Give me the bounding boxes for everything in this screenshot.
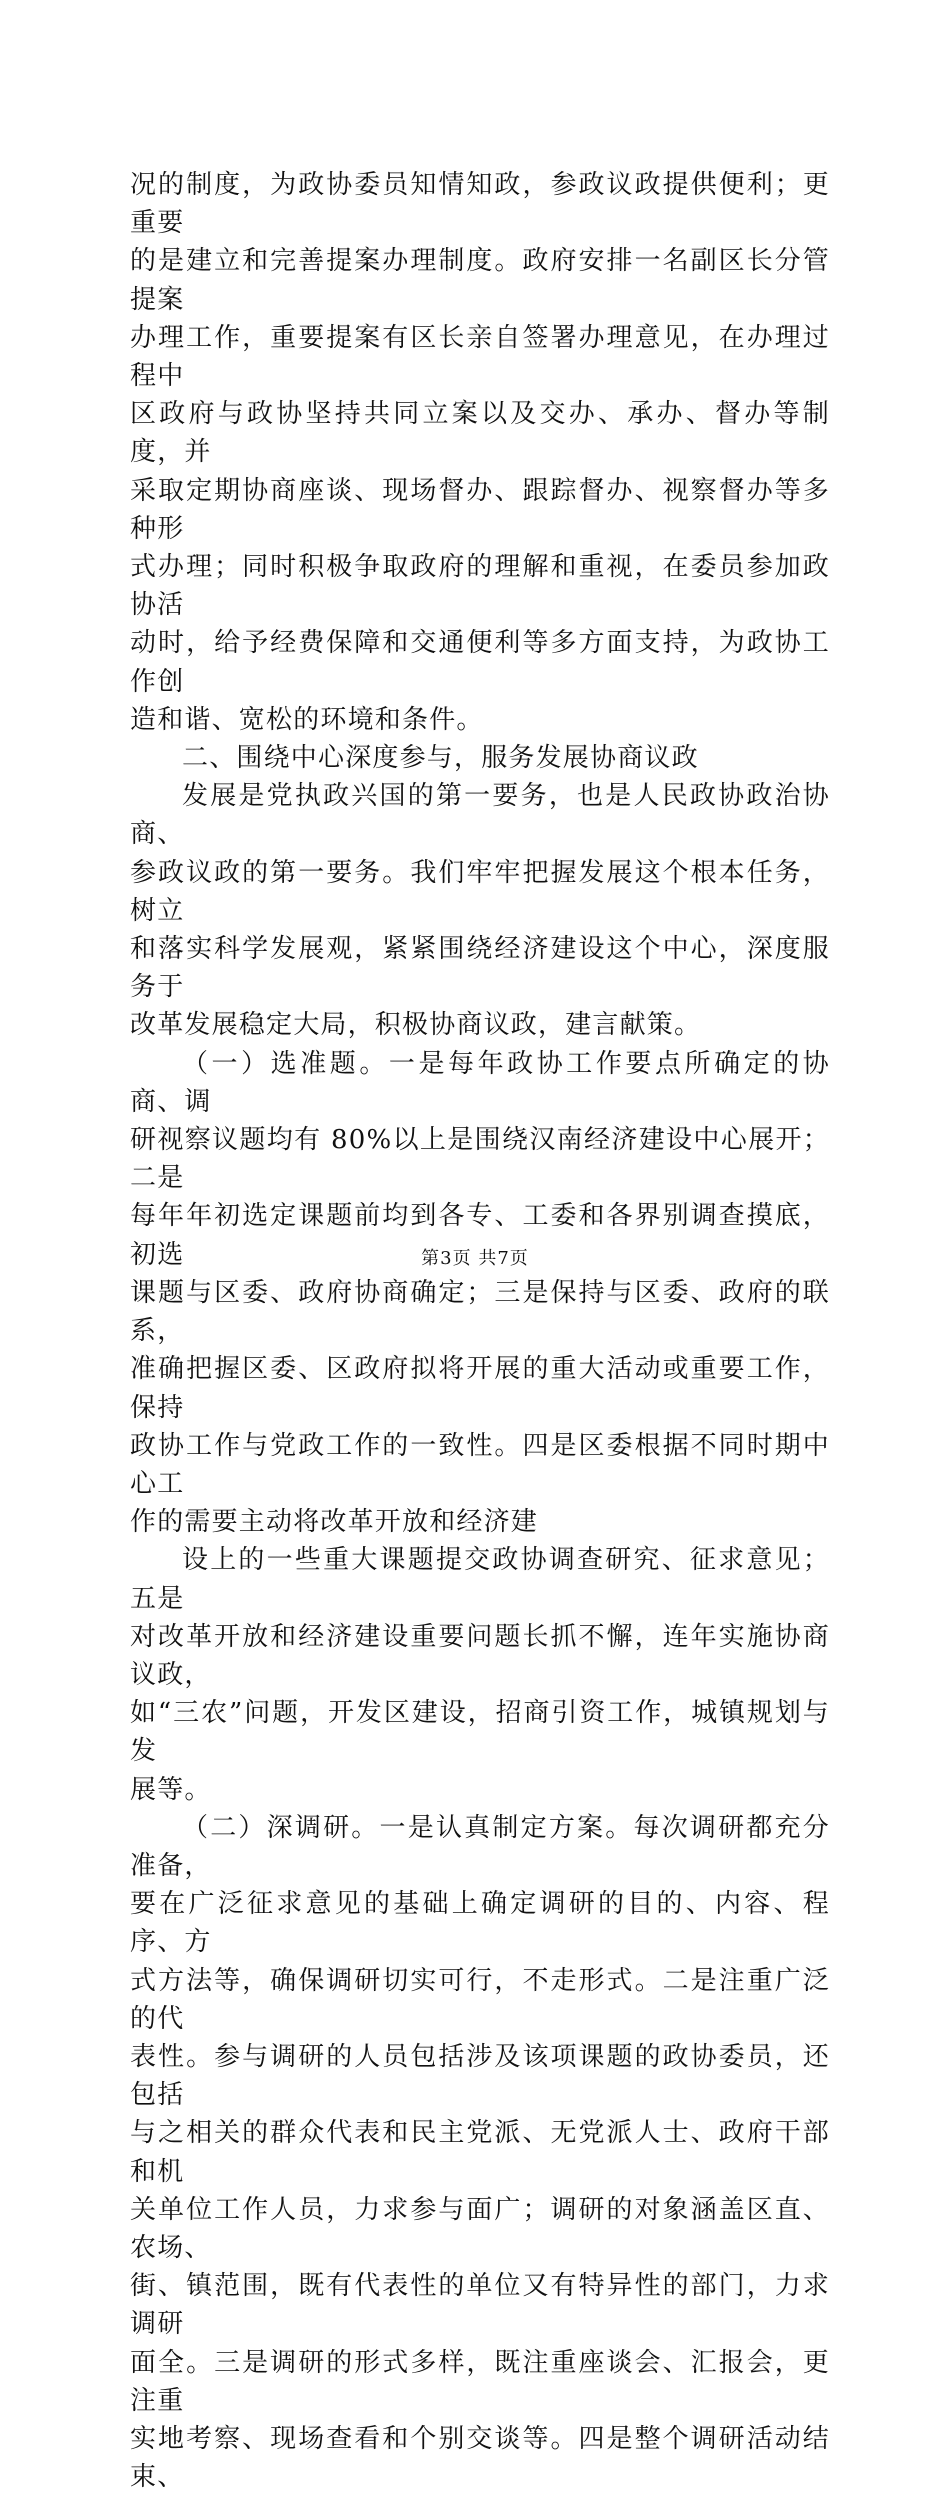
text-line: 研视察议题均有 80%以上是围绕汉南经济建设中心展开；二是 bbox=[130, 1125, 830, 1194]
text-line: 设上的一些重大课题提交政协调查研究、征求意见；五是 bbox=[130, 1545, 830, 1614]
text-line: 参政议政的第一要务。我们牢牢把握发展这个根本任务，树立 bbox=[130, 857, 830, 926]
text-line: 表性。参与调研的人员包括涉及该项课题的政协委员，还包括 bbox=[130, 2041, 830, 2111]
paragraph-1 bbox=[130, 166, 830, 739]
text-line: 采取定期协商座谈、现场督办、跟踪督办、视察督办等多种形 bbox=[130, 475, 830, 544]
text-line: （一）选准题。一是每年政协工作要点所确定的协商、调 bbox=[130, 1048, 830, 1117]
text-line: 与之相关的群众代表和民主党派、无党派人士、政府干部和机 bbox=[130, 2118, 830, 2187]
text-line: （二）深调研。一是认真制定方案。每次调研都充分准备， bbox=[130, 1812, 830, 1881]
page-number-footer: 第3页 共7页 bbox=[421, 1248, 529, 1269]
paragraph-3 bbox=[130, 777, 830, 1044]
text-line: 的是建立和完善提案办理制度。政府安排一名副区长分管提案 bbox=[130, 246, 830, 315]
text-line: 式方法等，确保调研切实可行，不走形式。二是注重广泛的代 bbox=[130, 1965, 830, 2034]
paragraph-6 bbox=[130, 1809, 830, 2496]
text-line: 政协工作与党政工作的一致性。四是区委根据不同时期中心工 bbox=[130, 1430, 830, 1499]
text-line: 造和谐、宽松的环境和条件。 bbox=[130, 704, 484, 735]
text-line: 实地考察、现场查看和个别交谈等。四是整个调研活动结束、 bbox=[130, 2423, 830, 2493]
text-line: 动时，给予经费保障和交通便利等多方面支持，为政协工作创 bbox=[130, 628, 830, 697]
text-line: 准确把握区委、区政府拟将开展的重大活动或重要工作，保持 bbox=[130, 1354, 830, 1423]
text-line: 面全。三是调研的形式多样，既注重座谈会、汇报会，更注重 bbox=[130, 2347, 830, 2416]
paragraph-4 bbox=[130, 1045, 830, 1542]
text-line: 展等。 bbox=[130, 1774, 212, 1805]
text-line: 对改革开放和经济建设重要问题长抓不懈，连年实施协商议政， bbox=[130, 1621, 830, 1690]
text-line: 区政府与政协坚持共同立案以及交办、承办、督办等制度，并 bbox=[130, 399, 830, 468]
text-line: 课题与区委、政府协商确定；三是保持与区委、政府的联系， bbox=[130, 1277, 830, 1347]
text-line: 改革发展稳定大局，积极协商议政，建言献策。 bbox=[130, 1010, 702, 1041]
text-line: 如“三农”问题，开发区建设，招商引资工作，城镇规划与发 bbox=[130, 1698, 830, 1767]
text-line: 况的制度，为政协委员知情知政，参政议政提供便利；更重要 bbox=[130, 170, 830, 239]
document-body bbox=[130, 166, 830, 2496]
text-line: 二、围绕中心深度参与，服务发展协商议政 bbox=[182, 743, 699, 774]
paragraph-5 bbox=[130, 1541, 830, 1808]
text-line: 街、镇范围，既有代表性的单位又有特异性的部门，力求调研 bbox=[130, 2271, 830, 2340]
text-line: 关单位工作人员，力求参与面广；调研的对象涵盖区直、农场、 bbox=[130, 2194, 830, 2263]
text-line: 办理工作，重要提案有区长亲自签署办理意见，在办理过程中 bbox=[130, 322, 830, 392]
text-line: 发展是党执政兴国的第一要务，也是人民政协政治协商、 bbox=[130, 781, 830, 850]
text-line: 式办理；同时积极争取政府的理解和重视，在委员参加政协活 bbox=[130, 552, 830, 621]
text-line: 作的需要主动将改革开放和经济建 bbox=[130, 1507, 539, 1538]
section-heading bbox=[130, 739, 830, 777]
text-line: 和落实科学发展观，紧紧围绕经济建设这个中心，深度服务于 bbox=[130, 934, 830, 1003]
text-line: 要在广泛征求意见的基础上确定调研的目的、内容、程序、方 bbox=[130, 1889, 830, 1958]
text-line: 每年年初选定课题前均到各专、工委和各界别调查摸底，初选 bbox=[130, 1201, 830, 1270]
